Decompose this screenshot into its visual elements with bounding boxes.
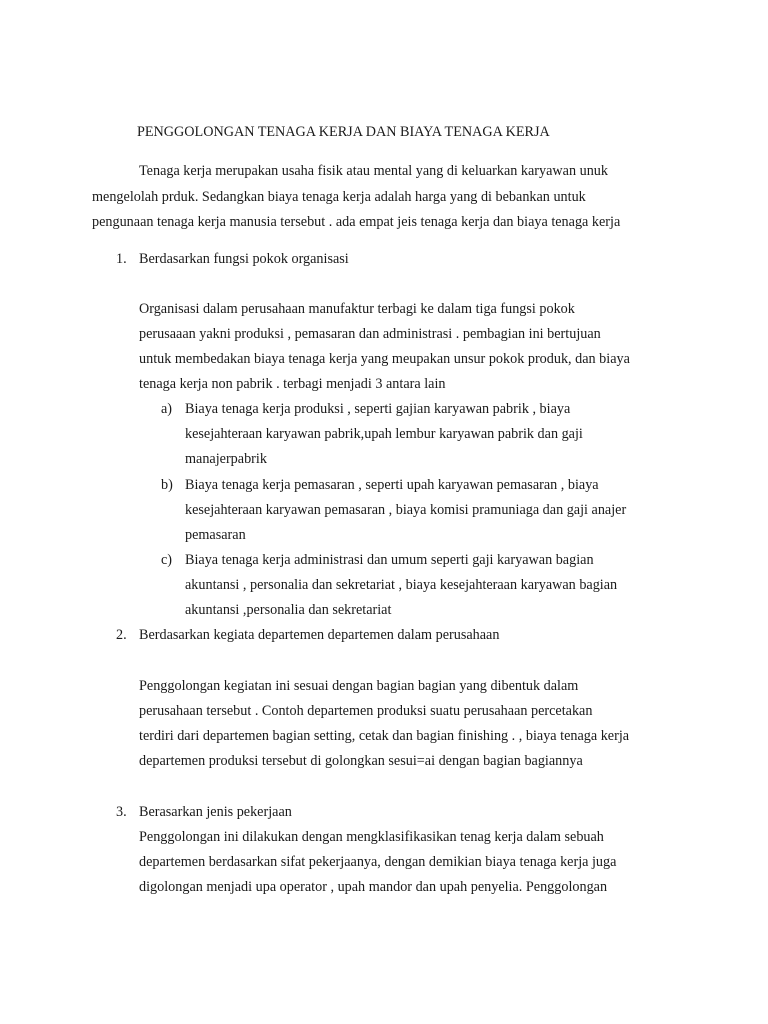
section-body-line: perusaaan yakni produksi , pemasaran dan administrasi . pembagian ini bertujuan bbox=[139, 326, 601, 342]
intro-line: pengunaan tenaga kerja manusia tersebut . ada empat jeis tenaga kerja dan biaya tenaga kerja bbox=[92, 214, 621, 230]
list-number: 1. bbox=[116, 251, 127, 267]
sublist-line: Biaya tenaga kerja administrasi dan umum seperti gaji karyawan bagian bbox=[185, 552, 594, 568]
section-body-line: tenaga kerja non pabrik . terbagi menjadi 3 antara lain bbox=[139, 376, 446, 392]
intro-line: Tenaga kerja merupakan usaha fisik atau mental yang di keluarkan karyawan unuk bbox=[139, 163, 608, 179]
sublist-line: kesejahteraan karyawan pabrik,upah lembur karyawan pabrik dan gaji bbox=[185, 426, 583, 442]
section-body-line: Penggolongan kegiatan ini sesuai dengan bagian bagian yang dibentuk dalam bbox=[139, 678, 579, 694]
intro-line: mengelolah prduk. Sedangkan biaya tenaga kerja adalah harga yang di bebankan untuk bbox=[92, 189, 586, 205]
section-body-line: departemen berdasarkan sifat pekerjaanya, dengan demikian biaya tenaga kerja juga bbox=[139, 854, 617, 870]
sublist-line: manajerpabrik bbox=[185, 451, 267, 467]
list-number: 2. bbox=[116, 627, 127, 643]
section-body-line: departemen produksi tersebut di golongkan sesui=ai dengan bagian bagiannya bbox=[139, 753, 583, 769]
section-body-line: untuk membedakan biaya tenaga kerja yang meupakan unsur pokok produk, dan biaya bbox=[139, 351, 630, 367]
sublist-line: akuntansi , personalia dan sekretariat , biaya kesejahteraan karyawan bagian bbox=[185, 577, 618, 593]
sublist-line: Biaya tenaga kerja pemasaran , seperti upah karyawan pemasaran , biaya bbox=[185, 477, 599, 493]
sublist-line: pemasaran bbox=[185, 527, 246, 543]
section-body-line: digolongan menjadi upa operator , upah mandor dan upah penyelia. Penggolongan bbox=[139, 879, 608, 895]
section-heading: Berasarkan jenis pekerjaan bbox=[139, 804, 292, 820]
section-heading: Berdasarkan kegiata departemen departemen dalam perusahaan bbox=[139, 627, 500, 643]
section-heading: Berdasarkan fungsi pokok organisasi bbox=[139, 251, 349, 267]
sublist-label: a) bbox=[161, 401, 173, 417]
document-title: PENGGOLONGAN TENAGA KERJA DAN BIAYA TENAGA KERJA bbox=[137, 124, 550, 140]
sublist-line: Biaya tenaga kerja produksi , seperti gajian karyawan pabrik , biaya bbox=[185, 401, 571, 417]
section-body-line: terdiri dari departemen bagian setting, cetak dan bagian finishing . , biaya tenaga kerja bbox=[139, 728, 630, 744]
section-body-line: Organisasi dalam perusahaan manufaktur terbagi ke dalam tiga fungsi pokok bbox=[139, 301, 575, 317]
sublist-line: kesejahteraan karyawan pemasaran , biaya komisi pramuniaga dan gaji anajer bbox=[185, 502, 627, 518]
sublist-label: b) bbox=[161, 477, 173, 493]
section-body-line: perusahaan tersebut . Contoh departemen produksi suatu perusahaan percetakan bbox=[139, 703, 593, 719]
list-number: 3. bbox=[116, 804, 127, 820]
sublist-line: akuntansi ,personalia dan sekretariat bbox=[185, 602, 392, 618]
sublist-label: c) bbox=[161, 552, 173, 568]
section-body-line: Penggolongan ini dilakukan dengan mengklasifikasikan tenag kerja dalam sebuah bbox=[139, 829, 604, 845]
